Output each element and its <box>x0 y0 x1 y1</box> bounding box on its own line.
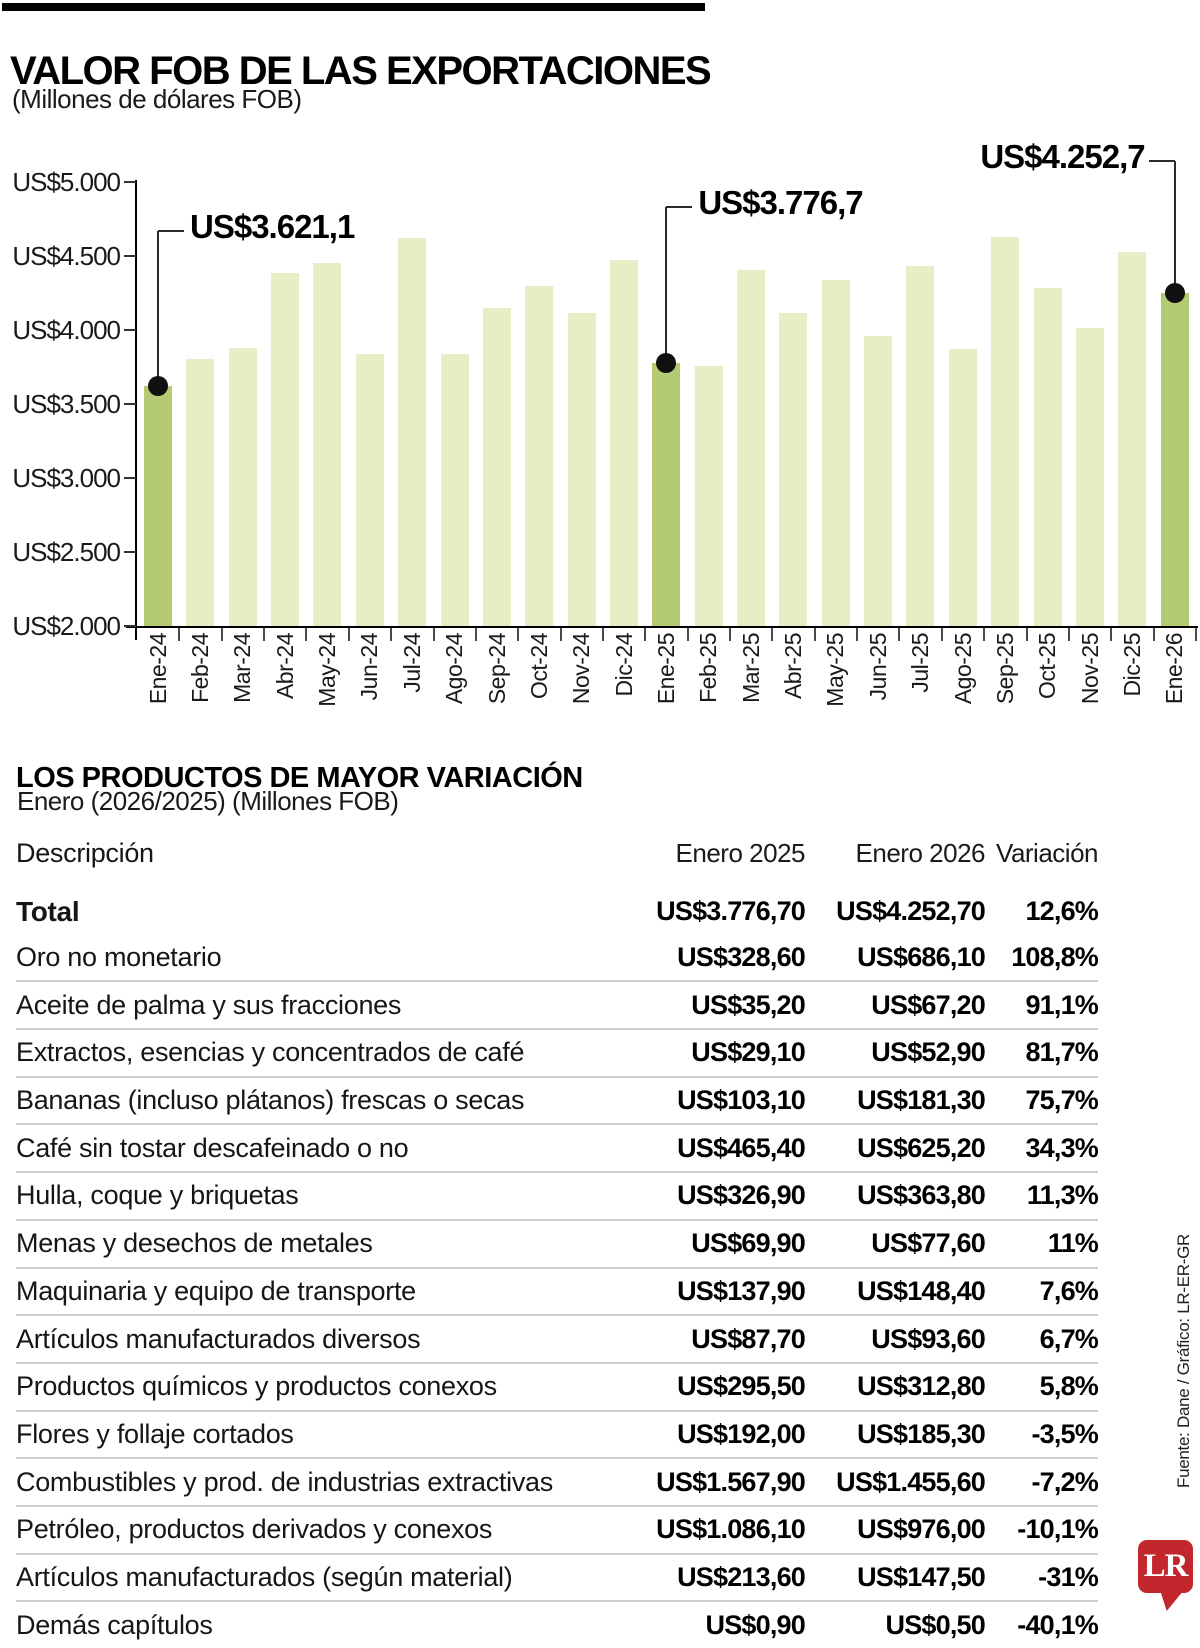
x-axis-label-cell <box>434 633 476 733</box>
page-title: VALOR FOB DE LAS EXPORTACIONES <box>10 48 711 93</box>
x-axis-label: Oct-25 <box>1034 633 1061 700</box>
x-axis-label: Dic-25 <box>1118 633 1145 697</box>
x-axis-label-cell <box>942 633 984 733</box>
row-description: Oro no monetario <box>16 942 222 973</box>
x-axis-label: Dic-24 <box>610 633 637 697</box>
bar-Jun-25 <box>864 336 892 626</box>
x-axis-tick <box>856 628 858 641</box>
row-variacion: -3,5% <box>1031 1418 1098 1449</box>
x-axis-label-cell <box>349 633 391 733</box>
row-variacion: 34,3% <box>1025 1132 1098 1163</box>
row-description: Bananas (incluso plátanos) frescas o secas <box>16 1085 525 1116</box>
x-axis-label: Jul-25 <box>907 633 934 693</box>
x-axis-label-cell <box>772 633 814 733</box>
y-axis-tick <box>124 551 136 553</box>
row-description: Hulla, coque y briquetas <box>16 1180 299 1211</box>
bar-Ago-24 <box>441 354 469 626</box>
x-axis-label: Ene-24 <box>144 633 171 705</box>
x-axis-tick <box>517 628 519 641</box>
table-row <box>16 1171 1098 1219</box>
x-axis-label-cell <box>1111 633 1153 733</box>
page-subtitle: (Millones de dólares FOB) <box>12 84 302 114</box>
row-description: Menas y desechos de metales <box>16 1228 373 1259</box>
x-axis-label: Feb-24 <box>187 633 214 703</box>
x-axis-label-cell <box>1027 633 1069 733</box>
bar-Abr-25 <box>779 313 807 626</box>
x-axis-label: Jul-24 <box>398 633 425 693</box>
table-row <box>16 1505 1098 1553</box>
annotation-connector-line <box>665 207 667 363</box>
x-axis-label-cell <box>730 633 772 733</box>
table-row <box>16 1028 1098 1076</box>
row-value-enero-2026: US$185,30 <box>857 1418 985 1449</box>
row-description: Maquinaria y equipo de transporte <box>16 1275 416 1306</box>
x-axis-label-cell <box>1154 633 1196 733</box>
row-variacion: 7,6% <box>1039 1275 1098 1306</box>
x-axis-label: Abr-25 <box>780 633 807 700</box>
bar-Sep-24 <box>483 308 511 626</box>
row-variacion: -40,1% <box>1017 1609 1098 1640</box>
row-variacion: 108,8% <box>1011 942 1098 973</box>
x-axis-label-cell <box>306 633 348 733</box>
x-axis-tick <box>263 628 265 641</box>
row-value-enero-2025: US$295,50 <box>677 1371 805 1402</box>
row-description: Artículos manufacturados (según material) <box>16 1561 513 1592</box>
row-variacion: -7,2% <box>1031 1466 1098 1497</box>
x-axis-label: Ene-26 <box>1161 633 1188 705</box>
bar-Nov-25 <box>1076 328 1104 626</box>
x-axis-line <box>126 626 1198 628</box>
row-description: Petróleo, productos derivados y conexos <box>16 1514 493 1545</box>
row-variacion: 75,7% <box>1025 1085 1098 1116</box>
annotation-marker-dot <box>148 376 168 396</box>
bar-Ene-25 <box>652 363 680 626</box>
y-axis-label: US$4.500 <box>12 241 120 271</box>
column-header-enero-2026: Enero 2026 <box>855 838 985 868</box>
row-variacion: 5,8% <box>1039 1371 1098 1402</box>
annotation-value-label: US$4.252,7 <box>980 138 1145 175</box>
y-axis-label: US$5.000 <box>12 167 120 197</box>
table-row <box>16 1410 1098 1458</box>
column-header-variacion: Variación <box>996 838 1098 868</box>
x-axis-tick <box>898 628 900 641</box>
x-axis-tick <box>602 628 604 641</box>
table-row <box>16 1553 1098 1601</box>
x-axis-label: Nov-25 <box>1076 633 1103 705</box>
x-axis-tick <box>814 628 816 641</box>
row-variacion: -31% <box>1038 1561 1098 1592</box>
bar-Ene-24 <box>144 386 172 626</box>
row-value-enero-2025: US$1.086,10 <box>656 1514 805 1545</box>
row-value-enero-2026: US$147,50 <box>857 1561 985 1592</box>
x-axis-tick <box>305 628 307 641</box>
lr-logo <box>1138 1540 1193 1593</box>
bar-Feb-24 <box>186 359 214 626</box>
table-row <box>16 889 1098 935</box>
table-header-row <box>16 838 1098 869</box>
row-value-enero-2026: US$363,80 <box>857 1180 985 1211</box>
annotation-value-label: US$3.776,7 <box>698 184 863 221</box>
lr-logo-tail-icon <box>1160 1590 1184 1611</box>
x-axis-label-cell <box>899 633 941 733</box>
row-value-enero-2025: US$0,90 <box>705 1609 805 1640</box>
row-description: Combustibles y prod. de industrias extractivas <box>16 1466 553 1497</box>
y-axis-tick <box>124 477 136 479</box>
row-variacion: 12,6% <box>1025 896 1098 927</box>
x-axis-label: Oct-24 <box>525 633 552 700</box>
x-axis-tick <box>178 628 180 641</box>
x-axis-tick <box>560 628 562 641</box>
x-axis-label-cell <box>984 633 1026 733</box>
x-axis-tick <box>348 628 350 641</box>
bar-Dic-25 <box>1118 252 1146 626</box>
annotation-value-label: US$3.621,1 <box>190 208 355 245</box>
table-body <box>16 889 1098 1648</box>
x-axis-label-cell <box>561 633 603 733</box>
x-axis-tick <box>771 628 773 641</box>
row-description: Extractos, esencias y concentrados de café <box>16 1037 525 1068</box>
x-axis-tick <box>221 628 223 641</box>
row-value-enero-2025: US$137,90 <box>677 1275 805 1306</box>
y-axis-label: US$3.000 <box>12 463 120 493</box>
row-value-enero-2026: US$181,30 <box>857 1085 985 1116</box>
x-axis-label: Ene-25 <box>652 633 679 705</box>
x-axis-label-cell <box>137 633 179 733</box>
annotation-connector-line <box>1174 161 1176 293</box>
bar-Oct-25 <box>1034 288 1062 626</box>
x-axis-label: Feb-25 <box>695 633 722 703</box>
x-axis-tick <box>941 628 943 641</box>
row-value-enero-2026: US$77,60 <box>871 1228 985 1259</box>
row-value-enero-2026: US$1.455,60 <box>836 1466 985 1497</box>
row-description: Demás capítulos <box>16 1609 213 1640</box>
x-axis-tick <box>1195 628 1197 641</box>
x-axis-label: Ago-24 <box>441 633 468 705</box>
row-description: Flores y follaje cortados <box>16 1418 294 1449</box>
row-description: Artículos manufacturados diversos <box>16 1323 421 1354</box>
row-value-enero-2025: US$213,60 <box>677 1561 805 1592</box>
row-variacion: 11,3% <box>1026 1180 1098 1211</box>
row-value-enero-2025: US$1.567,90 <box>656 1466 805 1497</box>
annotation-connector-line <box>666 206 692 208</box>
row-value-enero-2025: US$35,20 <box>691 989 805 1020</box>
x-axis-label: Abr-24 <box>271 633 298 700</box>
y-axis-tick <box>124 403 136 405</box>
x-axis-label-cell <box>391 633 433 733</box>
y-axis-tick <box>124 329 136 331</box>
row-value-enero-2026: US$686,10 <box>857 942 985 973</box>
table-row <box>16 1219 1098 1267</box>
x-axis-label-cell <box>815 633 857 733</box>
row-description: Café sin tostar descafeinado o no <box>16 1132 409 1163</box>
row-value-enero-2025: US$69,90 <box>691 1228 805 1259</box>
table-row <box>16 1123 1098 1171</box>
x-axis-tick <box>1026 628 1028 641</box>
bar-Mar-25 <box>737 270 765 626</box>
row-variacion: 6,7% <box>1039 1323 1098 1354</box>
annotation-connector-line <box>158 230 184 232</box>
row-value-enero-2025: US$326,90 <box>677 1180 805 1211</box>
x-axis-label-cell <box>857 633 899 733</box>
table-row <box>16 1362 1098 1410</box>
row-description: Total <box>16 895 80 927</box>
x-axis-label: May-25 <box>822 633 849 707</box>
x-axis-label-cell <box>179 633 221 733</box>
y-axis-label: US$2.500 <box>12 537 120 567</box>
x-axis-tick <box>1153 628 1155 641</box>
bar-Abr-24 <box>271 273 299 626</box>
x-axis-labels <box>137 633 1196 733</box>
row-variacion: 11% <box>1047 1228 1098 1259</box>
bar-Sep-25 <box>991 237 1019 626</box>
x-axis-label-cell <box>222 633 264 733</box>
table-row <box>16 980 1098 1028</box>
row-value-enero-2026: US$976,00 <box>857 1514 985 1545</box>
table-subtitle: Enero (2026/2025) (Millones FOB) <box>17 786 399 816</box>
table-row <box>16 1600 1098 1648</box>
table-row <box>16 1076 1098 1124</box>
x-axis-label: May-24 <box>314 633 341 707</box>
annotation-connector-line <box>1149 160 1175 162</box>
bar-Dic-24 <box>610 260 638 626</box>
row-value-enero-2026: US$52,90 <box>871 1037 985 1068</box>
row-value-enero-2025: US$87,70 <box>691 1323 805 1354</box>
bar-Nov-24 <box>568 313 596 626</box>
column-header-enero-2025: Enero 2025 <box>675 838 805 868</box>
bar-May-25 <box>822 280 850 626</box>
row-value-enero-2026: US$67,20 <box>871 989 985 1020</box>
row-variacion: -10,1% <box>1017 1514 1098 1545</box>
bar-Jul-24 <box>398 238 426 626</box>
y-axis-tick <box>124 181 136 183</box>
row-value-enero-2025: US$465,40 <box>677 1132 805 1163</box>
row-description: Productos químicos y productos conexos <box>16 1371 497 1402</box>
x-axis-label-cell <box>645 633 687 733</box>
x-axis-label-cell <box>603 633 645 733</box>
x-axis-label: Jun-24 <box>356 633 383 701</box>
x-axis-label-cell <box>476 633 518 733</box>
row-value-enero-2025: US$328,60 <box>677 942 805 973</box>
bar-Mar-24 <box>229 348 257 626</box>
annotation-connector-line <box>157 231 159 386</box>
top-accent-bar <box>2 3 705 11</box>
bar-Jul-25 <box>906 266 934 626</box>
x-axis-label: Sep-24 <box>483 633 510 705</box>
lr-logo-text: LR <box>1143 1548 1188 1584</box>
bar-Ago-25 <box>949 349 977 627</box>
row-value-enero-2026: US$0,50 <box>885 1609 985 1640</box>
row-value-enero-2025: US$29,10 <box>691 1037 805 1068</box>
row-value-enero-2026: US$93,60 <box>871 1323 985 1354</box>
table-row <box>16 1314 1098 1362</box>
row-variacion: 91,1% <box>1025 989 1098 1020</box>
row-value-enero-2026: US$312,80 <box>857 1371 985 1402</box>
x-axis-tick <box>687 628 689 641</box>
bar-Jun-24 <box>356 354 384 626</box>
y-axis-label: US$4.000 <box>12 315 120 345</box>
column-header-descripcion: Descripción <box>16 838 154 868</box>
y-axis-label: US$2.000 <box>12 611 120 641</box>
x-axis-label: Jun-25 <box>864 633 891 701</box>
x-axis-label: Mar-25 <box>737 633 764 703</box>
x-axis-label: Mar-24 <box>229 633 256 703</box>
x-axis-label-cell <box>1069 633 1111 733</box>
x-axis-label: Ago-25 <box>949 633 976 705</box>
x-axis-label-cell <box>688 633 730 733</box>
y-axis-tick <box>124 625 136 627</box>
x-axis-tick <box>475 628 477 641</box>
bar-Feb-25 <box>695 366 723 626</box>
table-row <box>16 1457 1098 1505</box>
x-axis-tick <box>1068 628 1070 641</box>
x-axis-label: Nov-24 <box>568 633 595 705</box>
row-value-enero-2025: US$3.776,70 <box>656 896 805 927</box>
x-axis-tick <box>983 628 985 641</box>
source-credit: Fuente: Dane / Gráfico: LR-ER-GR <box>1174 1234 1193 1488</box>
bar-May-24 <box>313 263 341 626</box>
row-value-enero-2026: US$148,40 <box>857 1275 985 1306</box>
x-axis-label-cell <box>264 633 306 733</box>
row-description: Aceite de palma y sus fracciones <box>16 989 402 1020</box>
x-axis-tick <box>433 628 435 641</box>
row-value-enero-2025: US$192,00 <box>677 1418 805 1449</box>
y-axis-label: US$3.500 <box>12 389 120 419</box>
x-axis-tick <box>1110 628 1112 641</box>
x-axis-label: Sep-25 <box>991 633 1018 705</box>
table-row <box>16 1267 1098 1315</box>
y-axis-tick <box>124 255 136 257</box>
x-axis-tick <box>644 628 646 641</box>
x-axis-label-cell <box>518 633 560 733</box>
row-value-enero-2025: US$103,10 <box>677 1085 805 1116</box>
x-axis-tick <box>390 628 392 641</box>
x-axis-tick <box>729 628 731 641</box>
table-row <box>16 935 1098 981</box>
annotation-marker-dot <box>1165 283 1185 303</box>
bar-Oct-24 <box>525 286 553 626</box>
table-title: LOS PRODUCTOS DE MAYOR VARIACIÓN <box>16 762 583 795</box>
row-value-enero-2026: US$4.252,70 <box>836 896 985 927</box>
row-value-enero-2026: US$625,20 <box>857 1132 985 1163</box>
bar-Ene-26 <box>1161 293 1189 626</box>
row-variacion: 81,7% <box>1025 1037 1098 1068</box>
